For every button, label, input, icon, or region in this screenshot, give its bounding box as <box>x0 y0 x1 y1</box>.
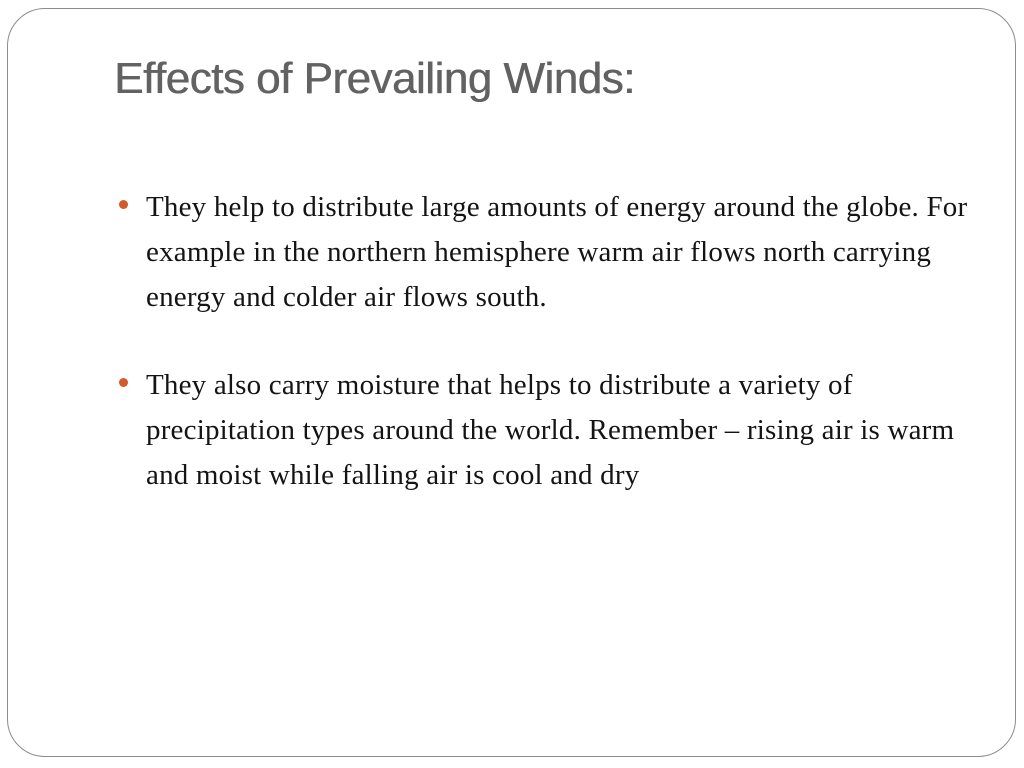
bullet-text: They help to distribute large amounts of energy around the globe. For example in the northern hemisphere warm air flows north carrying energy and colder air flows south. <box>146 191 968 313</box>
bullet-dot-icon <box>119 378 128 387</box>
bullet-item <box>118 185 978 320</box>
bullet-list <box>118 185 978 541</box>
bullet-text: They also carry moisture that helps to distribute a variety of precipitation types around the world. Remember – rising air is warm and moist while falling air is cool and dry <box>146 369 955 491</box>
slide-title: Effects of Prevailing Winds: <box>114 54 635 103</box>
bullet-dot-icon <box>119 200 128 209</box>
bullet-item <box>118 363 978 498</box>
slide-frame <box>7 8 1016 757</box>
